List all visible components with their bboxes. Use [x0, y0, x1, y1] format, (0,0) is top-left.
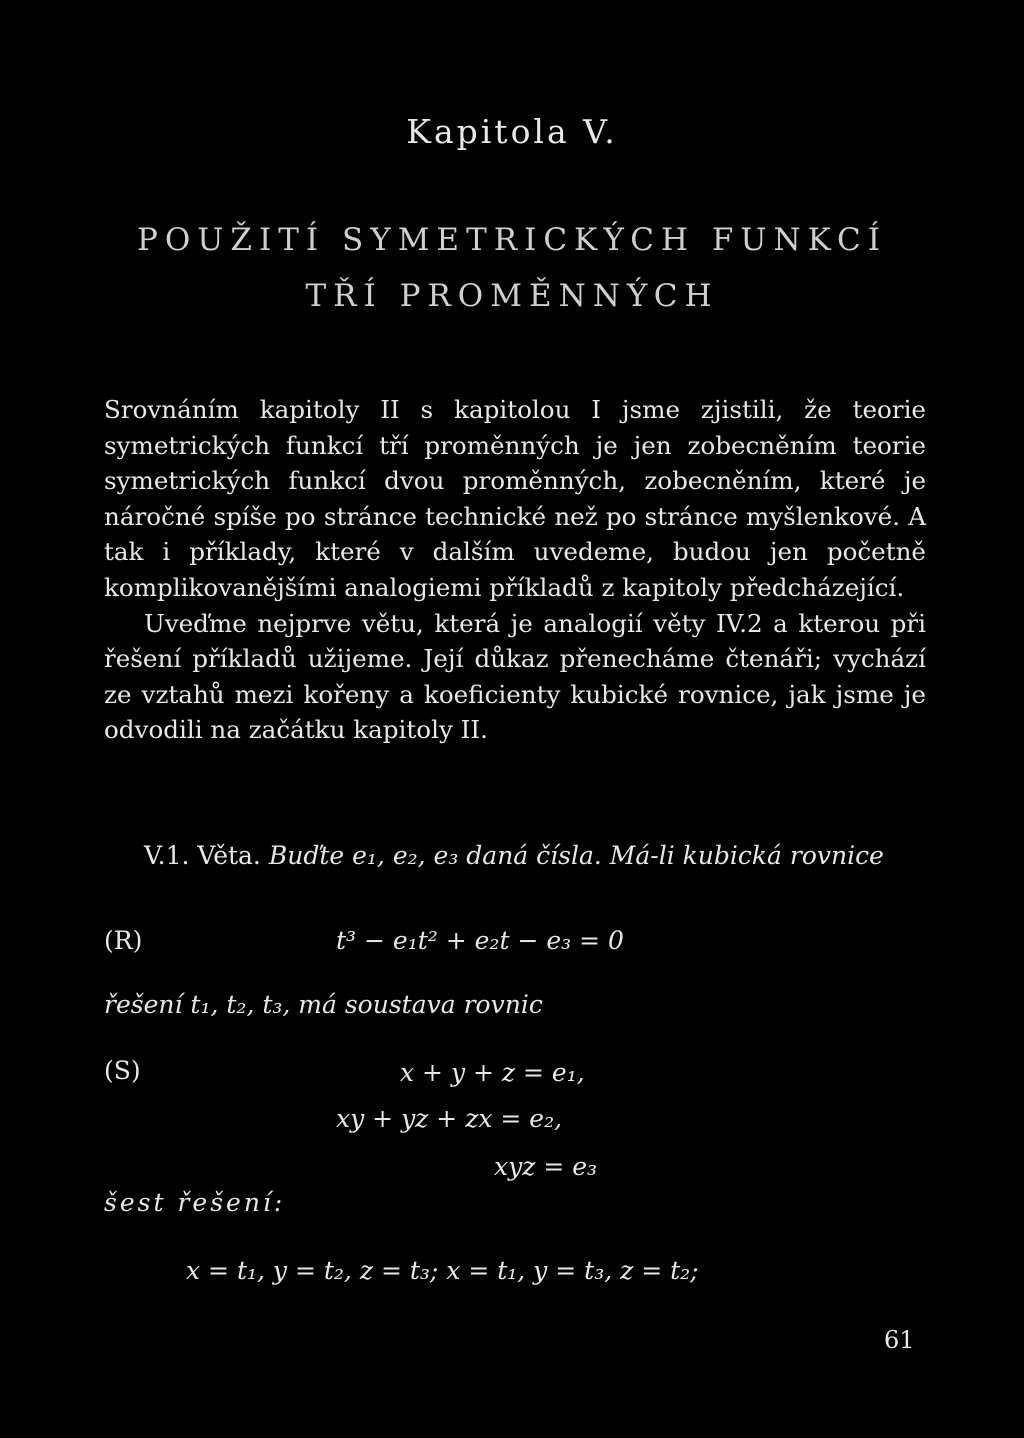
equation-label-r: (R) [104, 926, 143, 955]
solutions-line: řešení t₁, t₂, t₃, má soustava rovnic [104, 990, 543, 1019]
page-number: 61 [884, 1326, 915, 1354]
chapter-heading: Kapitola V. [406, 112, 618, 151]
equation-r: t³ − e₁t² + e₂t − e₃ = 0 [336, 926, 624, 955]
theorem [104, 838, 926, 873]
chapter-title [0, 212, 1024, 324]
body-text [104, 392, 926, 748]
theorem-text: Buďte e₁, e₂, e₃ daná čísla. Má-li kubická rovnice [268, 841, 884, 870]
chapter-title-line-2: TŘÍ PROMĚNNÝCH [305, 278, 719, 314]
equation-s-2: xy + yz + zx = e₂, [336, 1104, 563, 1133]
six-solutions-label: šest řešení: [104, 1188, 286, 1217]
chapter-title-line-1: POUŽITÍ SYMETRICKÝCH FUNKCÍ [137, 222, 887, 258]
equation-s-3: xyz = e₃ [494, 1152, 598, 1181]
paragraph-1: Srovnáním kapitoly II s kapitolou I jsme zjistili, že teorie symetrických funkcí tří proměnných je jen zobecněním teorie symetrických funkcí dvou proměnných, zobecněním, které je náročné spíše po stránce technické než po stránce myšlenkové. A tak i příklady, které v dalším uvedeme, budou jen početně komplikovanějšími analogiemi příkladů z kapitoly předcházející. [104, 395, 926, 602]
theorem-number: V.1. Věta. [144, 841, 261, 870]
paragraph-2: Uveďme nejprve větu, která je analogií věty IV.2 a kterou při řešení příkladů užijeme. Její důkaz přenecháme čtenáři; vychází ze vztahů mezi kořeny a koeficienty kubické rovnice, jak jsme je odvodili na začátku kapitoly II. [104, 608, 926, 745]
equation-s-1: x + y + z = e₁, [400, 1058, 585, 1087]
equation-label-s: (S) [104, 1056, 141, 1085]
solutions-equation: x = t₁, y = t₂, z = t₃; x = t₁, y = t₃, z = t₂; [186, 1256, 699, 1285]
